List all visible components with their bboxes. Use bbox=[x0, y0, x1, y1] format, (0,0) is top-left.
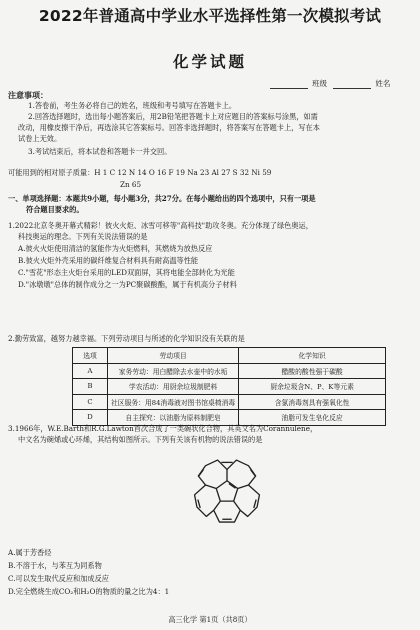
q2-cell: 含氯消毒剂具有强氧化性 bbox=[239, 394, 386, 410]
q2-header-activity: 劳动项目 bbox=[108, 348, 239, 364]
q2-header-knowledge: 化学知识 bbox=[239, 348, 386, 364]
atomic-masses-line: 可能用到的相对原子质量：H 1 C 12 N 14 O 16 F 19 Na 23 Al 27 S 32 Ni 59 bbox=[8, 168, 272, 177]
q3-option-b: B.不溶于水，与苯互为同系物 bbox=[8, 561, 102, 570]
q2-cell: 自主探究：以油脂为原料制肥皂 bbox=[108, 410, 239, 426]
class-name-line bbox=[266, 78, 390, 89]
class-blank bbox=[270, 80, 308, 89]
subject-title: 化学试题 bbox=[172, 53, 247, 71]
notice-item-1: 1.答卷前，考生务必将自己的姓名，班级和考号填写在答题卡上。 bbox=[28, 101, 237, 110]
q2-cell: 社区服务：用84消毒液对图书馆桌椅消毒 bbox=[108, 394, 239, 410]
q2-table-header-row bbox=[73, 348, 386, 364]
q1-option-b: B.彼火火炬外壳采用的碳纤维复合材料具有耐高温等性能 bbox=[18, 256, 199, 265]
q1-stem-cont: 科技奥运的理念。下列有关说法错误的是 bbox=[18, 232, 148, 241]
table-row bbox=[73, 363, 386, 379]
name-label: 姓名 bbox=[375, 79, 391, 88]
q2-cell: 醋酸的酸性强于碳酸 bbox=[239, 363, 386, 379]
q2-header-option: 选项 bbox=[73, 348, 108, 364]
q3-option-a: A.属于芳香烃 bbox=[8, 548, 52, 557]
page-footer: 高三化学 第1页（共8页） bbox=[168, 615, 252, 624]
notice-heading: 注意事项： bbox=[8, 90, 48, 100]
table-row bbox=[73, 394, 386, 410]
atomic-masses-line-2: Zn 65 bbox=[120, 180, 142, 189]
q1-option-d: D."冰墩墩"总体的制作成分之一为PC聚碳酸酯，属于有机高分子材料 bbox=[18, 280, 237, 289]
q3-stem-cont: 中文名为碗烯或心环烯，其结构如图所示。下列有关该有机物的说法错误的是 bbox=[18, 435, 263, 444]
section-1-heading-cont: 符合题目要求的。 bbox=[26, 205, 84, 214]
table-row bbox=[73, 379, 386, 395]
q3-option-c: C.可以发生取代反应和加成反应 bbox=[8, 574, 109, 583]
notice-item-2-cont: 改动，用橡皮擦干净后，再选涂其它答案标号。回答非选择题时，将答案写在答题卡上，写在本 bbox=[18, 123, 320, 132]
corannulene-structure bbox=[180, 445, 274, 539]
exam-title: 2022年普通高中学业水平选择性第一次模拟考试 bbox=[38, 7, 382, 25]
q2-cell: 油脂可发生皂化反应 bbox=[239, 410, 386, 426]
q3-option-d: D.完全燃烧生成CO₂和H₂O的物质的量之比为4：1 bbox=[8, 587, 170, 596]
notice-item-2: 2.回答选择题时，选出每小题答案后，用2B铅笔把答题卡上对应题目的答案标号涂黑，如需 bbox=[28, 112, 318, 121]
q1-option-c: C."雪花"形态主火炬台采用的LED双面屏，其将电能全部转化为光能 bbox=[18, 268, 235, 277]
notice-item-3: 3.考试结束后，将本试卷和答题卡一并交回。 bbox=[28, 147, 172, 156]
q2-cell: C bbox=[73, 394, 108, 410]
q1-stem: 1.2022北京冬奥开幕式精彩！彼火火炬、冰雪可移等"高科技"助攻冬奥。充分体现了绿色奥运， bbox=[8, 221, 313, 230]
section-1-heading: 一、单项选择题：本题共9小题，每小题3分，共27分。在每小题给出的四个选项中，只有一项是 bbox=[8, 194, 316, 203]
q2-cell: D bbox=[73, 410, 108, 426]
q3-stem: 3.1966年，W.E.Barth和R.G.Lawton首次合成了一类碗状化合物，其英文名为Corannulene， bbox=[8, 424, 318, 433]
name-blank bbox=[333, 80, 371, 89]
q2-cell: B bbox=[73, 379, 108, 395]
q1-option-a: A.彼火火炬使用清洁的氢能作为火炬燃料，其燃烧为放热反应 bbox=[18, 244, 213, 253]
notice-item-2-end: 试卷上无效。 bbox=[18, 134, 62, 143]
q2-cell: 家务劳动：用白醋除去水壶中的水垢 bbox=[108, 363, 239, 379]
q2-table bbox=[72, 347, 386, 426]
q2-stem: 2.勤劳致富，越努力越幸福。下列劳动项目与所述的化学知识没有关联的是 bbox=[8, 334, 245, 343]
q2-cell: A bbox=[73, 363, 108, 379]
q2-cell: 厨余垃圾含N、P、K等元素 bbox=[239, 379, 386, 395]
table-row bbox=[73, 410, 386, 426]
q2-cell: 学农活动：用厨余垃圾制肥料 bbox=[108, 379, 239, 395]
class-label: 班级 bbox=[312, 79, 327, 88]
